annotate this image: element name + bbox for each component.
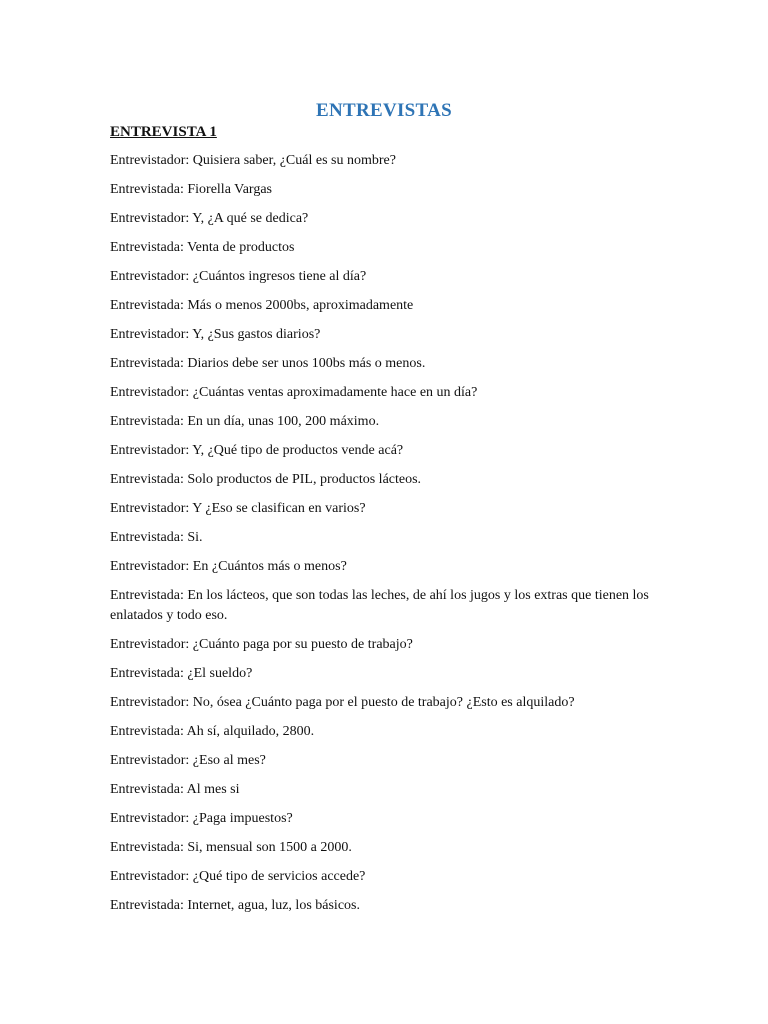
transcript-line: Entrevistador: ¿Eso al mes? (110, 753, 266, 768)
transcript-line: Entrevistada: Más o menos 2000bs, aproximadamente (110, 298, 414, 313)
transcript-line: Entrevistada: Solo productos de PIL, productos lácteos. (110, 472, 422, 487)
transcript-line: Entrevistada: En los lácteos, que son todas las leches, de ahí los jugos y los extras que tienen los enlatados y todo eso. (110, 588, 649, 623)
transcript-line: Entrevistador: ¿Paga impuestos? (110, 811, 293, 826)
transcript-line: Entrevistada: Fiorella Vargas (110, 182, 272, 197)
transcript-line: Entrevistador: ¿Cuántas ventas aproximadamente hace en un día? (110, 385, 478, 400)
transcript-line: Entrevistador: ¿Cuántos ingresos tiene al día? (110, 269, 367, 284)
transcript-line: Entrevistador: Y, ¿Qué tipo de productos vende acá? (110, 443, 404, 458)
transcript-line: Entrevistador: No, ósea ¿Cuánto paga por el puesto de trabajo? ¿Esto es alquilado? (110, 695, 575, 710)
transcript-line: Entrevistada: Diarios debe ser unos 100bs más o menos. (110, 356, 426, 371)
transcript-line: Entrevistador: ¿Qué tipo de servicios accede? (110, 869, 366, 884)
section-heading: ENTREVISTA 1 (110, 124, 217, 140)
transcript-line: Entrevistador: En ¿Cuántos más o menos? (110, 559, 347, 574)
transcript-line: Entrevistador: Y, ¿Sus gastos diarios? (110, 327, 321, 342)
transcript-line: Entrevistada: ¿El sueldo? (110, 666, 253, 681)
transcript-line: Entrevistada: Si, mensual son 1500 a 2000. (110, 840, 352, 855)
transcript-line: Entrevistada: Al mes si (110, 782, 240, 797)
transcript-line: Entrevistador: ¿Cuánto paga por su puesto de trabajo? (110, 637, 413, 652)
transcript-line: Entrevistador: Quisiera saber, ¿Cuál es su nombre? (110, 153, 396, 168)
transcript-line: Entrevistada: En un día, unas 100, 200 máximo. (110, 414, 380, 429)
transcript-line: Entrevistada: Venta de productos (110, 240, 295, 255)
transcript-line: Entrevistada: Ah sí, alquilado, 2800. (110, 724, 315, 739)
transcript-line: Entrevistador: Y ¿Eso se clasifican en varios? (110, 501, 366, 516)
transcript-line: Entrevistada: Si. (110, 530, 203, 545)
document-title: ENTREVISTAS (316, 100, 452, 121)
interview-transcript (110, 151, 650, 925)
transcript-line: Entrevistador: Y, ¿A qué se dedica? (110, 211, 309, 226)
transcript-line: Entrevistada: Internet, agua, luz, los básicos. (110, 898, 360, 913)
